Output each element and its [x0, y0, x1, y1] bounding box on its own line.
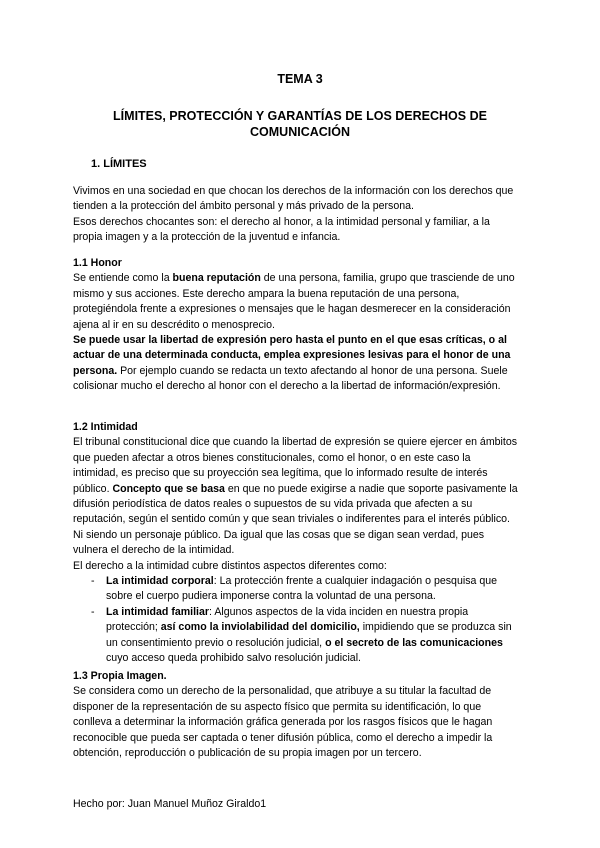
honor-paragraph-2: [73, 333, 518, 395]
imagen-heading: 1.3 Propia Imagen.: [73, 670, 167, 682]
honor-bold-term: buena reputación: [172, 272, 261, 285]
honor-section: [73, 256, 518, 395]
bullet-dash: -: [91, 575, 95, 588]
intimidad-bold-term: Concepto que se basa: [112, 482, 225, 495]
honor-text-c: de una persona, familia, grupo que trasciende de uno mismo y sus acciones. Este derecho ampara la buena reputación de una persona, protegiéndola frente a expresiones o mensajes que le hagan desmerecer en la consideración ajena al ir en su descrédito o menosprecio.: [73, 272, 515, 331]
intro-paragraph-1: Vivimos en una sociedad en que chocan los derechos de la información con los derechos que tienden a la protección del ámbito personal y más privado de la persona.: [73, 185, 514, 213]
section-intro: [73, 184, 518, 246]
bullet-2-text-1: : Algunos aspectos de la vida inciden en nuestra propia protección;: [106, 605, 469, 634]
bullet-2-term: La intimidad familiar: [106, 605, 210, 618]
intro-paragraph-2: Esos derechos chocantes son: el derecho al honor, a la intimidad personal y familiar, a la propia imagen y a la protección de la juventud e infancia.: [73, 215, 490, 244]
bullet-1-term: La intimidad corporal: [106, 575, 214, 588]
intimidad-text-c: en que no puede exigirse a nadie que soporte pasivamente la difusión periodística de datos reales o supuestos de su vida privada que afecten a su reputación, según el sentido común y que sean triviales o indiferentes para el interés público. Ni siendo un personaje público. Da igual que las cosas que se digan sean verdad, pues vulnera el derecho de la intimidad.: [73, 482, 518, 557]
intimidad-section: [73, 420, 518, 667]
title-line-1: LÍMITES, PROTECCIÓN Y GARANTÍAS DE LOS DERECHOS DE: [113, 109, 487, 123]
title-line-2: COMUNICACIÓN: [250, 125, 350, 139]
intimidad-paragraph-1: [73, 435, 518, 558]
honor-text-rest: Por ejemplo cuando se redacta un texto afectando al honor de una persona. Suele colisionar mucho el derecho al honor con el derecho a la libertad de información/expresión.: [73, 364, 508, 393]
honor-paragraph-1: [73, 271, 518, 333]
topic-number: TEMA 3: [277, 72, 323, 86]
imagen-section: [73, 669, 518, 761]
bullet-2-bold-3: o el secreto de las comunicaciones: [325, 636, 503, 649]
bullet-2-bold-2: así como la inviolabilidad del domicilio,: [160, 621, 360, 634]
intimidad-heading: 1.2 Intimidad: [73, 421, 138, 433]
document-title: [0, 108, 600, 140]
bullet-dash: -: [91, 605, 95, 618]
honor-bold-statement: Se puede usar la libertad de expresión pero hasta el punto en el que esas críticas, o al actuar de una determinada conducta, emplea expresiones lesivas para el honor de una persona.: [73, 334, 511, 377]
honor-text-a: Se entiende como la: [73, 272, 173, 285]
imagen-paragraph: Se considera como un derecho de la personalidad, que atribuye a su titular la facultad de disponer de la representación de su aspecto físico que permita su identificación, lo que conlleva a determinar la información gráfica generada por los rasgos físicos que le hagan reconocible que pueda ser captada o tener difusión pública, como el derecho a impedir la obtención, reproducción o publicación de su propia imagen por un tercero.: [73, 685, 493, 760]
intimidad-text-a: El tribunal constitucional dice que cuando la libertad de expresión se quiere ejercer en ámbitos que pueden afectar a otros bienes constitucionales, como el honor, o en este caso la intimidad, es preciso que su proyección sea legítima, que lo informado resulte de interés público.: [73, 436, 518, 495]
list-item-intimidad-corporal: [73, 574, 518, 605]
honor-heading: 1.1 Honor: [73, 257, 122, 269]
bullet-1-text: : La protección frente a cualquier indagación o pesquisa que sobre el cuerpo pudiera imponerse contra la voluntad de una persona.: [106, 575, 498, 603]
list-item-intimidad-familiar: [73, 605, 518, 667]
bullet-2-text-3: cuyo acceso queda prohibido salvo resolución judicial.: [106, 652, 361, 665]
bullet-2-text-2: impidiendo que se produzca sin un consentimiento previo o resolución judicial,: [106, 621, 512, 649]
footer-author: Hecho por: Juan Manuel Muñoz Giraldo1: [73, 798, 267, 810]
section-heading-limites: 1. LÍMITES: [91, 158, 147, 170]
intimidad-paragraph-2: El derecho a la intimidad cubre distintos aspectos diferentes como:: [73, 559, 387, 572]
